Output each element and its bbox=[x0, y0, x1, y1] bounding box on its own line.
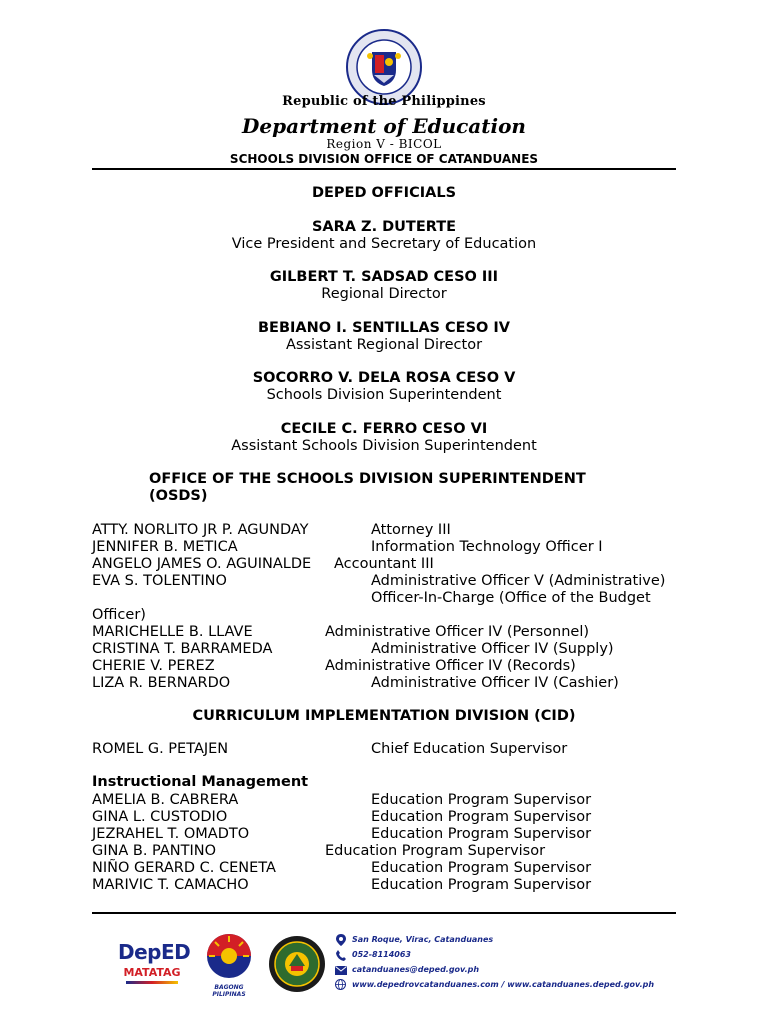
staff-position: Administrative Officer V (Administrative) bbox=[371, 573, 666, 589]
staff-name: JEZRAHEL T. OMADTO bbox=[92, 826, 250, 842]
official-position: Assistant Schools Division Superintendent bbox=[231, 438, 537, 454]
official-position: Vice President and Secretary of Education bbox=[231, 236, 537, 252]
division-seal bbox=[268, 935, 326, 993]
official-name: CECILE C. FERRO CESO VI bbox=[280, 421, 488, 437]
location-pin-icon bbox=[336, 934, 346, 946]
header-divider bbox=[92, 168, 676, 170]
deped-logo-text: DepED bbox=[118, 940, 191, 964]
staff-position: Chief Education Supervisor bbox=[371, 741, 568, 757]
staff-row bbox=[92, 809, 592, 826]
staff-position: Administrative Officer IV (Cashier) bbox=[371, 675, 619, 691]
staff-name: AMELIA B. CABRERA bbox=[92, 792, 239, 808]
official-name: SOCORRO V. DELA ROSA CESO V bbox=[252, 370, 516, 386]
staff-position: Education Program Supervisor bbox=[371, 860, 592, 876]
staff-name: ATTY. NORLITO JR P. AGUNDAY bbox=[92, 522, 309, 538]
official-position: Assistant Regional Director bbox=[285, 337, 483, 353]
staff-row bbox=[92, 556, 434, 573]
staff-position: Education Program Supervisor bbox=[371, 826, 592, 842]
footer-email: catanduanes@deped.gov.ph bbox=[352, 965, 480, 974]
staff-position: Administrative Officer IV (Personnel) bbox=[325, 624, 590, 640]
cid-title: CURRICULUM IMPLEMENTATION DIVISION (CID) bbox=[192, 708, 576, 724]
staff-name: JENNIFER B. METICA bbox=[92, 539, 238, 555]
division-office: SCHOOLS DIVISION OFFICE OF CATANDUANES bbox=[229, 152, 539, 166]
staff-name: ROMEL G. PETAJEN bbox=[92, 741, 229, 757]
footer-phone: 052-8114063 bbox=[352, 950, 411, 959]
instructional-management-heading: Instructional Management bbox=[92, 774, 309, 790]
official-name: BEBIANO I. SENTILLAS CESO IV bbox=[257, 320, 511, 336]
staff-row bbox=[92, 843, 546, 860]
deped-matatag-logo bbox=[118, 940, 191, 992]
staff-name: GINA L. CUSTODIO bbox=[92, 809, 228, 825]
footer-address: San Roque, Virac, Catanduanes bbox=[352, 935, 494, 944]
staff-position: Information Technology Officer I bbox=[371, 539, 603, 555]
staff-row bbox=[92, 573, 666, 590]
email-icon bbox=[335, 966, 347, 975]
phone-icon bbox=[336, 950, 346, 961]
staff-row bbox=[92, 607, 146, 624]
officials-title: DEPED OFFICIALS bbox=[311, 185, 457, 201]
staff-position: Accountant III bbox=[334, 556, 434, 572]
staff-row bbox=[92, 658, 576, 675]
staff-name: EVA S. TOLENTINO bbox=[92, 573, 227, 589]
staff-row bbox=[92, 860, 592, 877]
footer-website: www.depedrovcatanduanes.com / www.catanduanes.deped.gov.ph bbox=[352, 980, 655, 989]
staff-name: Officer) bbox=[92, 607, 146, 623]
staff-row bbox=[92, 741, 568, 758]
staff-row bbox=[92, 641, 614, 658]
staff-row bbox=[92, 877, 592, 894]
staff-name: CHERIE V. PEREZ bbox=[92, 658, 215, 674]
staff-name: LIZA R. BERNARDO bbox=[92, 675, 231, 691]
globe-icon bbox=[335, 979, 346, 990]
bagong-pilipinas-label: BAGONG PILIPINAS bbox=[212, 984, 246, 998]
staff-position: Education Program Supervisor bbox=[325, 843, 546, 859]
staff-position: Education Program Supervisor bbox=[371, 877, 592, 893]
staff-name: CRISTINA T. BARRAMEDA bbox=[92, 641, 273, 657]
republic-line: Republic of the Philippines bbox=[282, 94, 486, 109]
staff-row bbox=[92, 792, 592, 809]
osds-title: OFFICE OF THE SCHOOLS DIVISION SUPERINTENDENT (OSDS) bbox=[149, 471, 586, 504]
bagong-pilipinas-emblem bbox=[198, 932, 260, 980]
staff-position: Education Program Supervisor bbox=[371, 792, 592, 808]
staff-row bbox=[92, 522, 451, 539]
staff-position: Attorney III bbox=[371, 522, 451, 538]
staff-name: NIÑO GERARD C. CENETA bbox=[92, 860, 276, 876]
department-name: Department of Education bbox=[242, 114, 526, 138]
staff-position: Education Program Supervisor bbox=[371, 809, 592, 825]
staff-position: Administrative Officer IV (Supply) bbox=[371, 641, 614, 657]
staff-row bbox=[92, 826, 592, 843]
official-name: GILBERT T. SADSAD CESO III bbox=[269, 269, 499, 285]
staff-name: MARICHELLE B. LLAVE bbox=[92, 624, 253, 640]
bagong-pilipinas-logo bbox=[198, 932, 260, 998]
official-name: SARA Z. DUTERTE bbox=[311, 219, 457, 235]
staff-name: GINA B. PANTINO bbox=[92, 843, 217, 859]
official-position: Regional Director bbox=[321, 286, 447, 302]
staff-name: MARIVIC T. CAMACHO bbox=[92, 877, 249, 893]
staff-row bbox=[92, 624, 590, 641]
staff-row bbox=[92, 675, 619, 692]
footer-divider bbox=[92, 912, 676, 914]
staff-name: ANGELO JAMES O. AGUINALDE bbox=[92, 556, 312, 572]
staff-position: Officer-In-Charge (Office of the Budget bbox=[371, 590, 651, 606]
staff-position: Administrative Officer IV (Records) bbox=[325, 658, 576, 674]
logo-underline bbox=[126, 981, 178, 984]
region-line: Region V - BICOL bbox=[326, 137, 442, 151]
matatag-logo-text: MATATAG bbox=[123, 966, 181, 979]
official-position: Schools Division Superintendent bbox=[266, 387, 502, 403]
staff-row bbox=[92, 539, 603, 556]
